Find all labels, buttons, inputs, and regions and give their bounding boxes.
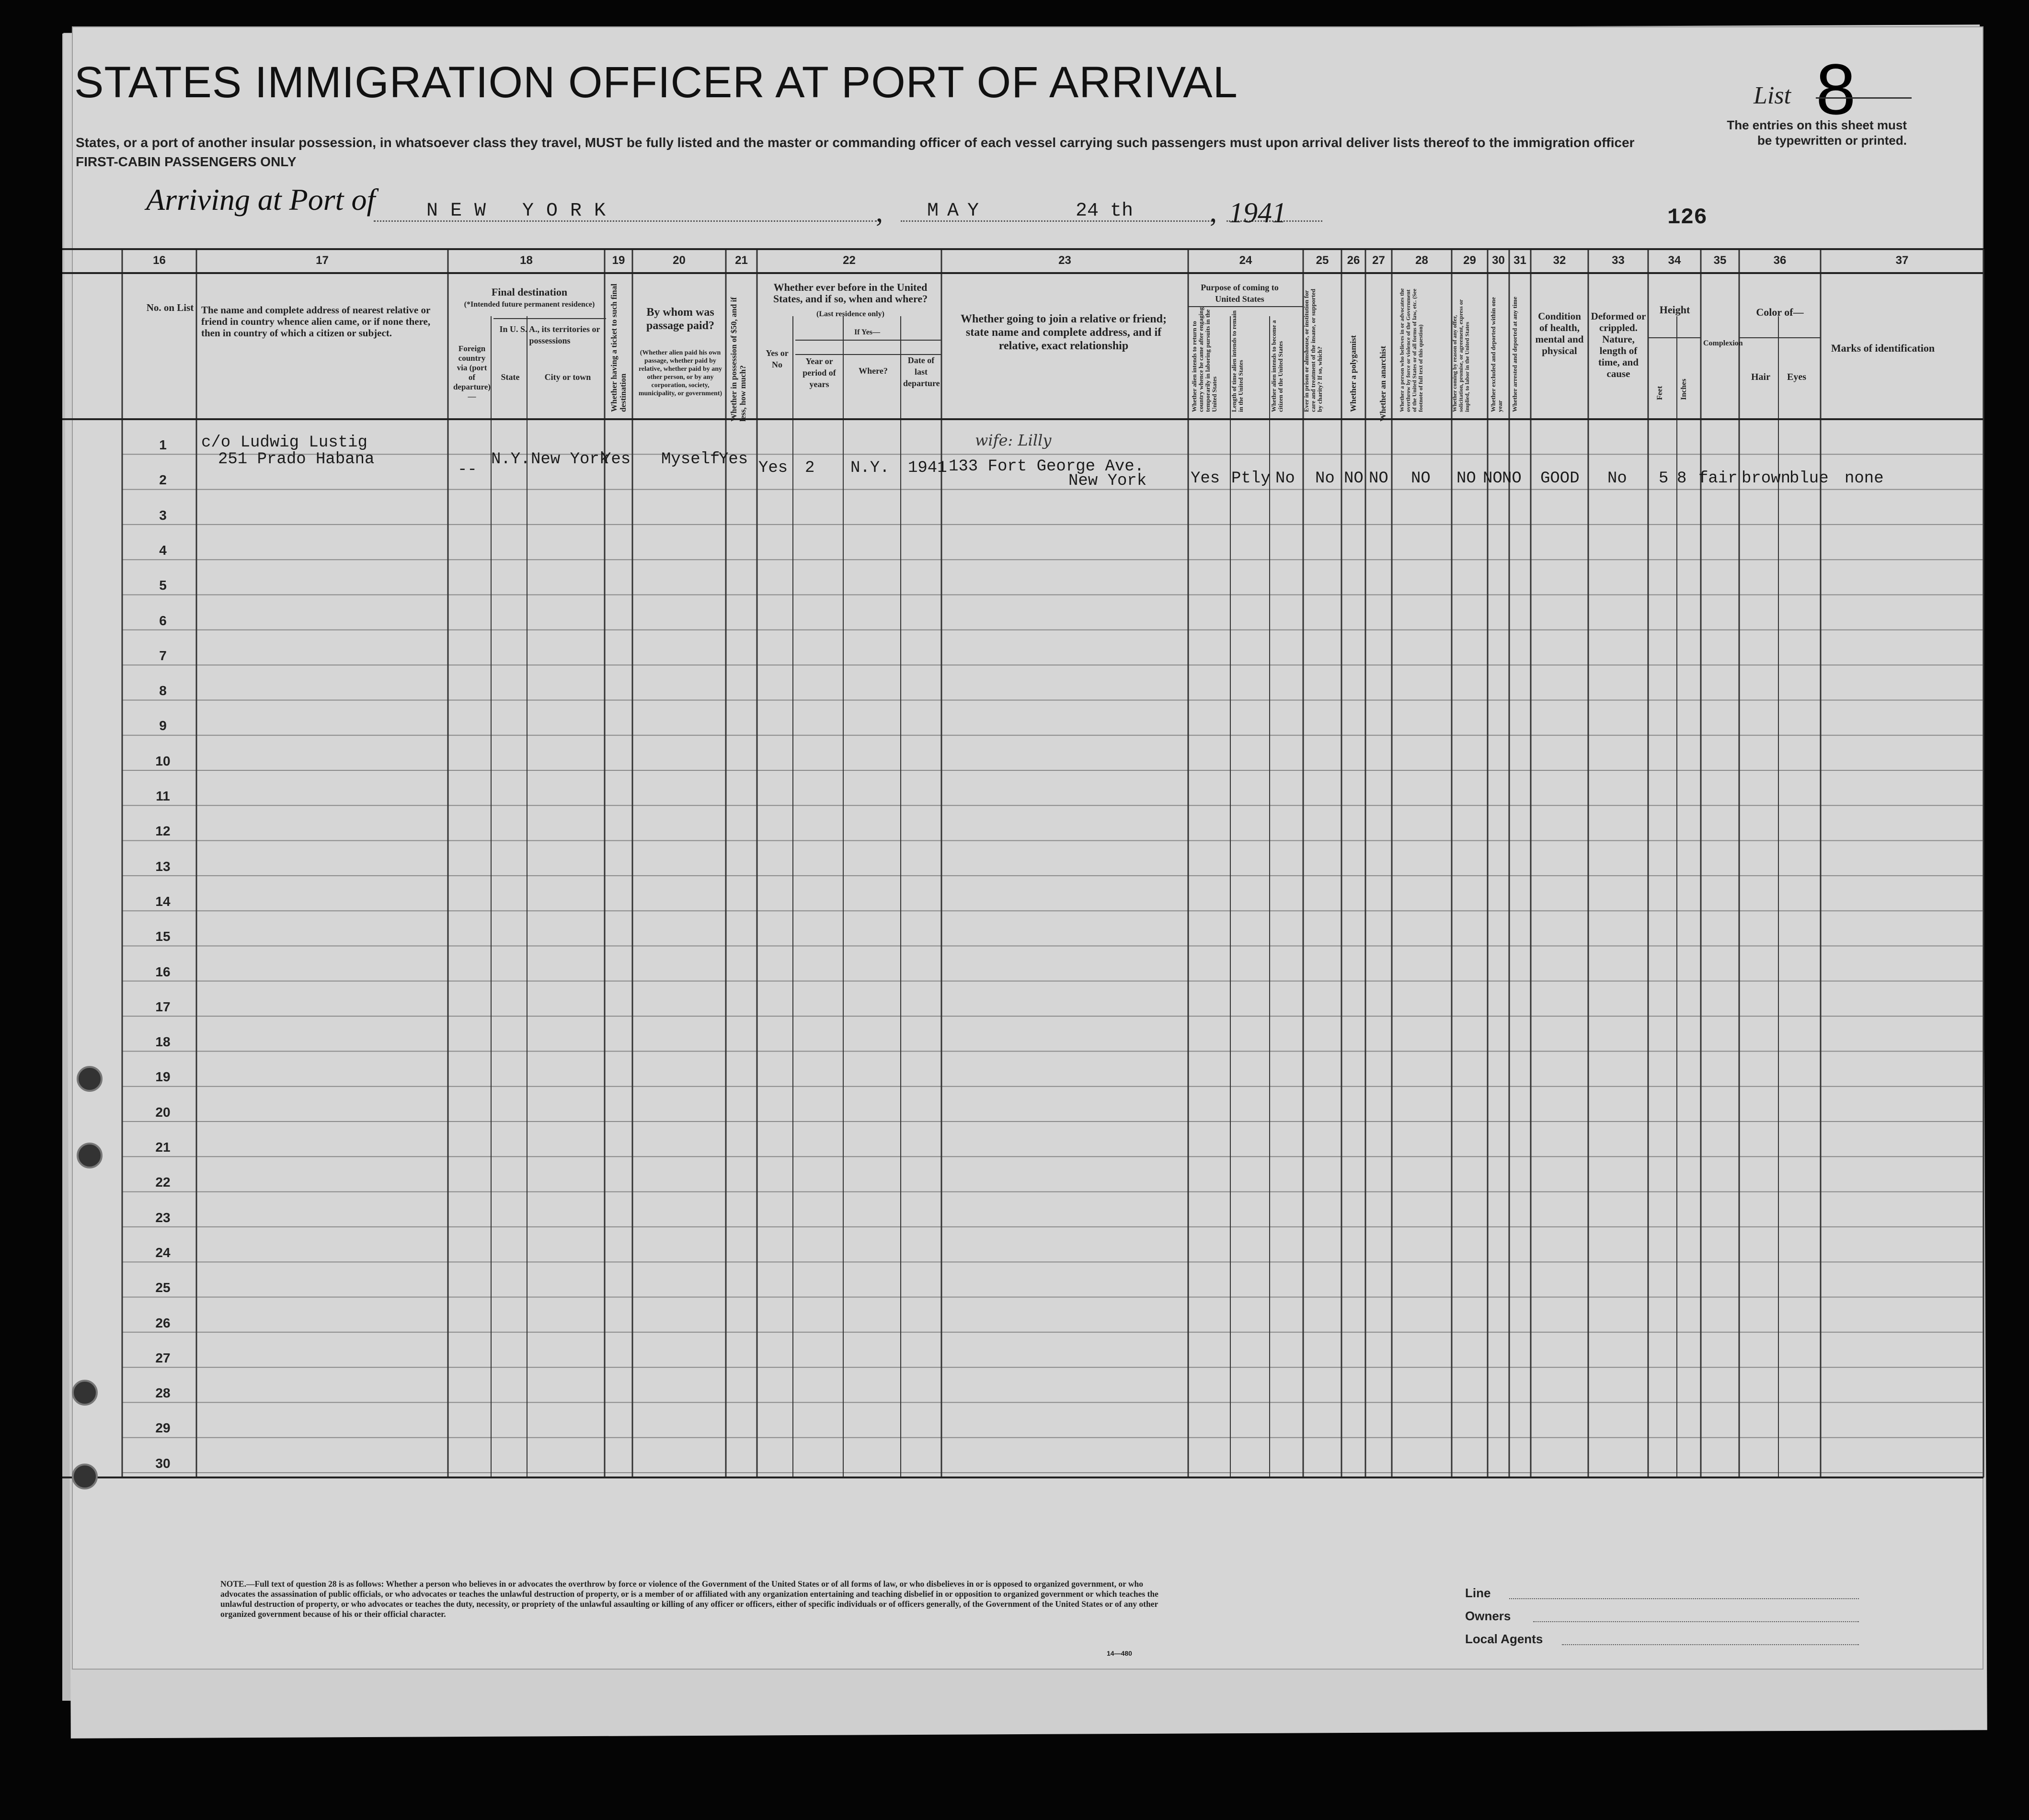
col34-title: Height <box>1659 304 1690 316</box>
row-number: 3 <box>159 507 167 523</box>
column-number: 24 <box>1239 254 1252 267</box>
col36-eyes: Eyes <box>1787 372 1806 382</box>
row-number: 7 <box>159 648 167 663</box>
marks-identification: none <box>1845 469 1884 488</box>
row-number: 5 <box>159 578 167 593</box>
col30-header: Whether excluded and deported within one year <box>1490 297 1503 412</box>
polygamist: NO <box>1344 469 1364 488</box>
row-number: 18 <box>155 1034 171 1050</box>
before-in-us: Yes <box>758 459 788 477</box>
dest-city: New York <box>531 450 609 469</box>
col27-header: Whether an anarchist <box>1378 345 1387 422</box>
column-number: 28 <box>1415 254 1428 267</box>
col31-header: Whether arrested and deported at any time <box>1511 297 1518 412</box>
labor-offer: NO <box>1456 469 1476 488</box>
complexion: fair <box>1698 469 1738 488</box>
owners-field <box>1533 1621 1859 1622</box>
row-number: 29 <box>155 1420 171 1436</box>
page-number: 126 <box>1667 205 1707 230</box>
row-number: 19 <box>155 1069 171 1085</box>
row-number: 10 <box>155 753 171 768</box>
agents-field <box>1562 1644 1859 1645</box>
col18-usa: In U. S. A., its territories or possessions <box>499 324 600 345</box>
column-number: 18 <box>520 254 533 267</box>
comma: , <box>876 196 883 228</box>
row-number: 21 <box>155 1140 171 1155</box>
column-number: 37 <box>1895 254 1909 267</box>
col34-feet: Feet <box>1656 386 1664 400</box>
col22-title: Whether ever before in the United States, and if so, when and where? <box>773 281 928 305</box>
row-number: 2 <box>159 472 167 488</box>
column-number: 29 <box>1463 254 1476 267</box>
row-number: 1 <box>159 437 167 452</box>
column-number: 16 <box>153 254 166 267</box>
prison: No <box>1315 469 1335 488</box>
dest-state: N.Y. <box>491 450 530 469</box>
deformed: No <box>1607 469 1627 488</box>
fifty-dollars: Yes <box>719 450 748 469</box>
col21-header: Whether in possession of $50, and if less, how much? <box>729 297 747 422</box>
col34-inches: Inches <box>1680 378 1688 400</box>
column-number: 20 <box>673 254 686 267</box>
row-number: 25 <box>155 1280 171 1295</box>
relative-line1: c/o Ludwig Lustig <box>201 434 367 452</box>
col16-header: No. on List <box>146 302 194 313</box>
row-number: 14 <box>155 893 171 909</box>
ticket: Yes <box>601 450 631 469</box>
column-number: 35 <box>1713 254 1727 267</box>
col26-header: Whether a polygamist <box>1349 335 1358 412</box>
column-number: 27 <box>1372 254 1385 267</box>
header-instructions: States, or a port of another insular possession, in whatsoever class they travel, MUST be fully listed and the master or commanding officer of each vessel carrying such passengers must upon arrival deliver lists thereof to the immigration officer <box>76 135 1635 150</box>
purpose-length: Ptly <box>1231 469 1271 488</box>
health: GOOD <box>1540 469 1580 488</box>
arriving-label: Arriving at Port of <box>146 183 376 217</box>
binder-hole <box>77 1066 103 1092</box>
col22-if-yes: If Yes— <box>854 328 881 336</box>
arrested: NO <box>1502 469 1522 488</box>
overthrow: NO <box>1411 469 1431 488</box>
col22-where: Where? <box>859 366 888 376</box>
height-inches: 8 <box>1677 469 1687 488</box>
col18-city: City or town <box>544 372 591 382</box>
col32-header: Condition of health, mental and physical <box>1535 310 1584 356</box>
row-number: 20 <box>155 1104 171 1120</box>
column-number: 23 <box>1058 254 1071 267</box>
column-number: 30 <box>1492 254 1505 267</box>
port-value: NEW YORK <box>426 200 619 222</box>
last-departure: 1941 <box>908 459 947 477</box>
col24-length: Length of time alien intends to remain in the United States <box>1230 310 1244 412</box>
col29-header: Whether coming by reason of any offer, solicitation, promise, or agreement, express or implied, to labor in the United States <box>1451 299 1470 412</box>
foreign-via: -- <box>458 461 477 479</box>
row-number: 28 <box>155 1385 171 1401</box>
entries-note-line2: be typewritten or printed. <box>1757 133 1907 148</box>
list-number: 8 <box>1816 49 1856 129</box>
paid-by: Myself <box>661 450 720 469</box>
form-number: 14—480 <box>1107 1649 1132 1657</box>
line-label: Line <box>1465 1586 1491 1600</box>
col33-header: Deformed or crippled. Nature, length of time, and cause <box>1591 310 1646 379</box>
row-number: 15 <box>155 929 171 944</box>
eye-color: blue <box>1789 469 1829 488</box>
anarchist: NO <box>1369 469 1388 488</box>
col37-header: Marks of identification <box>1831 342 1935 354</box>
purpose-citizen: No <box>1275 469 1295 488</box>
col19-header: Whether having a ticket to such final destination <box>609 284 628 412</box>
col24-title: Purpose of coming to United States <box>1201 283 1279 304</box>
column-number: 31 <box>1513 254 1526 267</box>
col18-state: State <box>501 372 520 382</box>
binder-hole <box>72 1464 98 1489</box>
year-value: 1941 <box>1229 197 1286 229</box>
col24-return: Whether alien intends to return to country whence he came after engaging temporarily in laboring pursuits in the United States <box>1191 307 1218 412</box>
day-value: 24 th <box>1076 200 1134 222</box>
row-number: 17 <box>155 999 171 1014</box>
hair-color: brown <box>1742 469 1791 488</box>
column-number: 34 <box>1668 254 1681 267</box>
join-address-line1: 133 Fort George Ave. <box>949 458 1145 476</box>
page-title: STATES IMMIGRATION OFFICER AT PORT OF ARRIVAL <box>74 58 1238 107</box>
col24-citizen: Whether alien intends to become a citizen of the United States <box>1270 320 1284 412</box>
header-class: FIRST-CABIN PASSENGERS ONLY <box>76 154 297 169</box>
excluded: NO <box>1483 469 1502 488</box>
column-number: 21 <box>735 254 748 267</box>
col22-year: Year or period of years <box>802 356 836 389</box>
col17-header: The name and complete address of nearest relative or friend in country whence alien came, or if none there, then in country of which a citizen or subject. <box>201 304 431 339</box>
years-in-us: 2 <box>805 459 815 477</box>
column-number: 22 <box>843 254 856 267</box>
binder-hole <box>72 1380 98 1406</box>
binder-hole <box>77 1143 103 1168</box>
col28-header: Whether a person who believes in or advocates the overthrow by force or violence of the Government of the United States or of all forms of law, etc. (See footnote of full text of this question) <box>1399 288 1424 412</box>
list-label: List <box>1754 82 1791 109</box>
col18-note: (*Intended future permanent residence) <box>464 300 595 309</box>
row-number: 13 <box>155 858 171 874</box>
purpose-return: Yes <box>1191 469 1220 488</box>
col23-header: Whether going to join a relative or friend; state name and complete address, and if relative, exact relationship <box>961 313 1167 352</box>
row-number: 6 <box>159 613 167 628</box>
col22-note: (Last residence only) <box>816 310 884 318</box>
col18-foreign: Foreign country via (port of departure)— <box>453 344 491 401</box>
agents-label: Local Agents <box>1465 1632 1543 1646</box>
column-number: 32 <box>1553 254 1566 267</box>
comma: , <box>1210 196 1217 228</box>
col36-hair: Hair <box>1751 372 1770 382</box>
row-number: 9 <box>159 718 167 733</box>
footnote-question-28: NOTE.—Full text of question 28 is as follows: Whether a person who believes in or advocates the overthrow by force or violence of the Government of the United States or of all forms of law, or who disbelieves in or is opposed to organized government, or who advocates the assassination of public officials, or who advocates or teaches the unlawful destruction of property, or is a member of or affiliated with any organization entertaining and teaching disbelief in or opposition to organized government or which teaches the unlawful destruction of property, or who advocates or teaches the duty, necessity, or propriety of the unlawful assaulting or killing of any officer or officers, either of specific individuals or of officers generally, of the Government of the United States or of any other organized government because of his or their official character. <box>220 1579 1158 1619</box>
owners-label: Owners <box>1465 1609 1511 1623</box>
column-number: 19 <box>612 254 625 267</box>
column-number: 17 <box>316 254 329 267</box>
line-field <box>1509 1598 1859 1599</box>
relative-line2: 251 Prado Habana <box>218 450 375 469</box>
row-number: 26 <box>155 1315 171 1330</box>
col25-header: Ever in prison or almshouse, or institution for care and treatment of the insane, or supported by charity? If so, which? <box>1303 288 1323 412</box>
row-number: 22 <box>155 1175 171 1190</box>
row-number: 16 <box>155 964 171 979</box>
join-relative-handwritten: wife: Lilly <box>975 431 1052 449</box>
column-number: 33 <box>1612 254 1625 267</box>
col22-yes-no: Yes or No <box>766 348 789 369</box>
row-number: 30 <box>155 1455 171 1471</box>
col20-title: By whom was passage paid? <box>646 306 715 332</box>
col20-note: (Whether alien paid his own passage, whether paid by relative, whether paid by any other person, or by any corporation, society, municipality, or government) <box>638 349 722 397</box>
row-number: 23 <box>155 1210 171 1225</box>
col35-header: Complexion <box>1703 339 1743 347</box>
column-number: 36 <box>1773 254 1787 267</box>
entries-note-line1: The entries on this sheet must <box>1727 118 1907 132</box>
column-number: 25 <box>1316 254 1329 267</box>
row-number: 24 <box>155 1245 171 1260</box>
month-value: MAY <box>927 200 988 222</box>
col36-title: Color of— <box>1756 306 1804 318</box>
row-number: 4 <box>159 542 167 558</box>
where-in-us: N.Y. <box>850 459 890 477</box>
row-number: 27 <box>155 1350 171 1365</box>
height-feet: 5 <box>1659 469 1669 488</box>
col22-date: Date of last departure <box>903 355 940 388</box>
row-number: 11 <box>156 789 170 803</box>
row-number: 12 <box>155 824 171 839</box>
col18-title: Final destination <box>491 286 568 298</box>
join-address-line2: New York <box>1068 472 1147 490</box>
column-number: 26 <box>1347 254 1360 267</box>
row-number: 8 <box>159 683 167 698</box>
